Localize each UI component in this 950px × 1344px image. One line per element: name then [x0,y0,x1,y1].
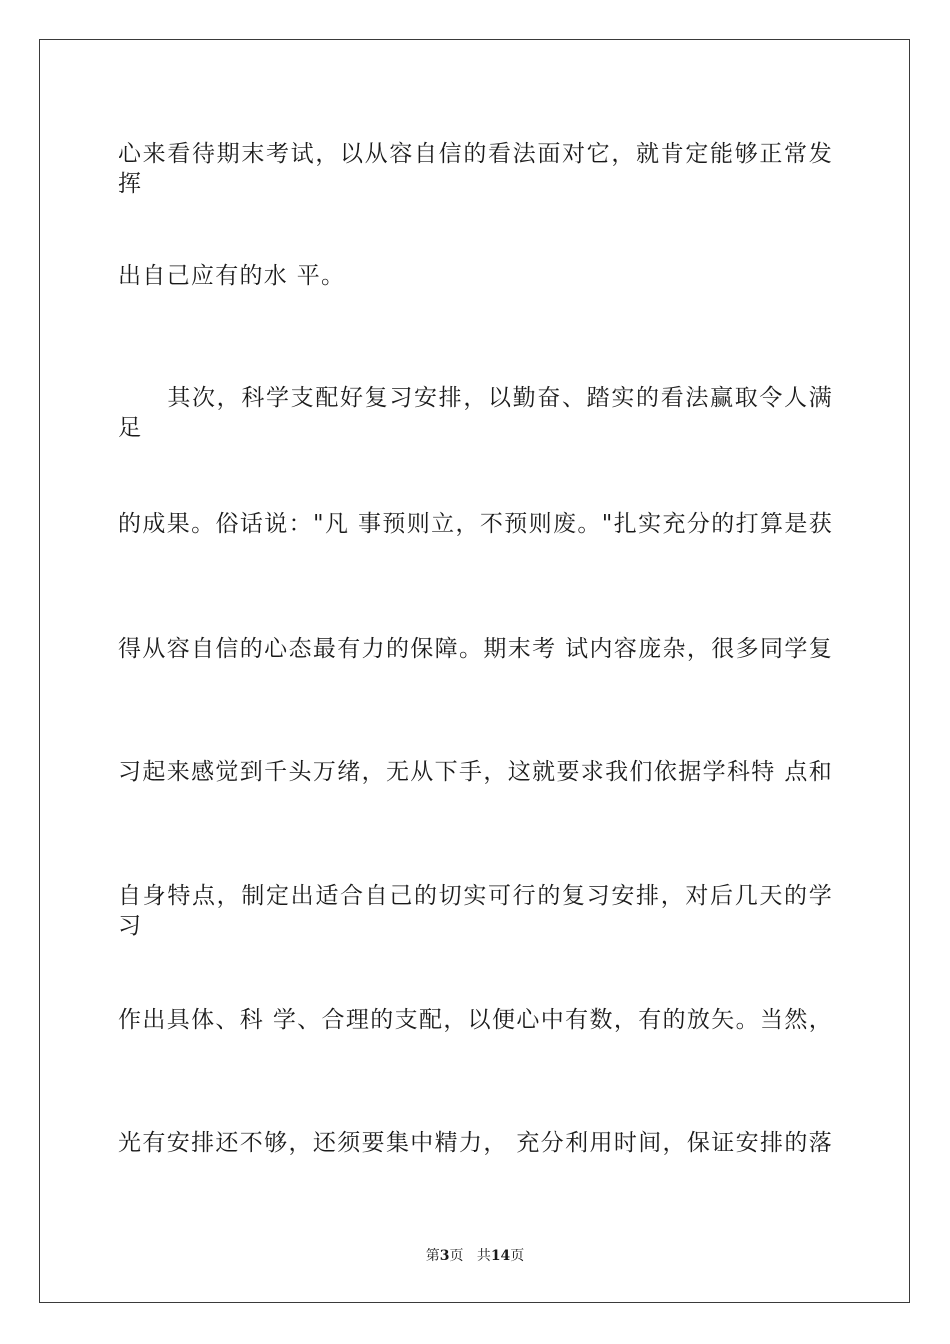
page-suffix: 页 [449,1248,464,1264]
total-prefix: 共 [476,1248,491,1264]
page-border [39,39,910,1303]
page-footer [0,1246,950,1266]
paragraph-line-3: 其次，科学支配好复习安排，以勤奋、踏实的看法赢取令人满足 [118,385,833,441]
total-pages: 14 [490,1248,511,1264]
page-number: 3 [439,1248,450,1264]
page-prefix: 第 [425,1248,440,1264]
total-suffix: 页 [510,1248,525,1264]
paragraph-line-8: 作出具体、科 学、合理的支配，以便心中有数，有的放矢。当然， [118,1007,833,1033]
paragraph-line-5: 得从容自信的心态最有力的保障。期末考 试内容庞杂，很多同学复 [118,636,833,662]
paragraph-line-7: 自身特点，制定出适合自己的切实可行的复习安排，对后几天的学习 [118,883,833,939]
paragraph-line-6: 习起来感觉到千头万绪，无从下手，这就要求我们依据学科特 点和 [118,759,833,785]
paragraph-line-4: 的成果。俗话说："凡 事预则立，不预则废。"扎实充分的打算是获 [118,511,833,537]
paragraph-line-1: 心来看待期末考试，以从容自信的看法面对它，就肯定能够正常发挥 [118,141,833,197]
paragraph-line-2: 出自己应有的水 平。 [118,263,346,289]
paragraph-line-9: 光有安排还不够，还须要集中精力， 充分利用时间，保证安排的落 [118,1130,833,1156]
